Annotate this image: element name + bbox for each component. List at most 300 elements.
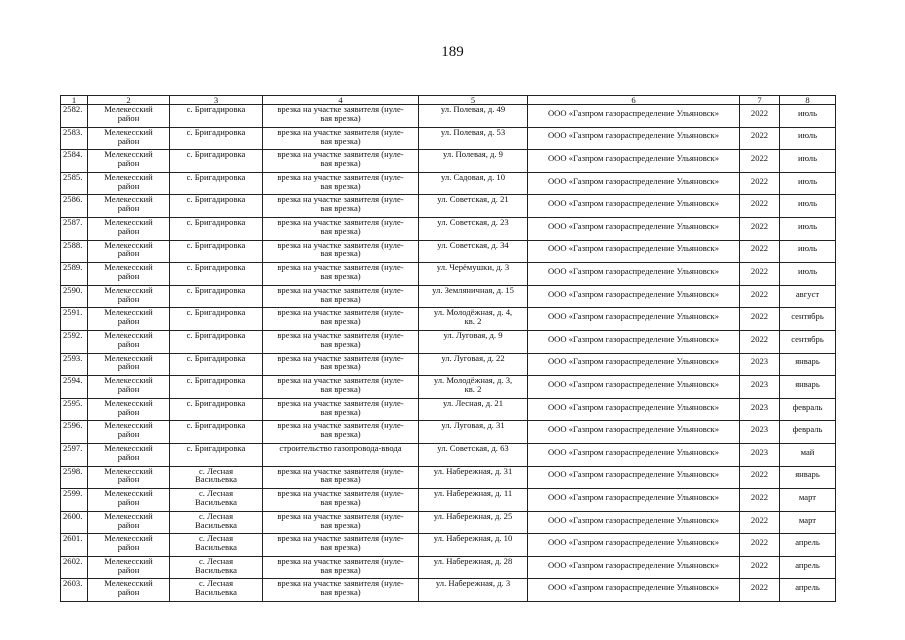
organization-cell: ООО «Газпром газораспределение Ульяновск» <box>528 489 740 512</box>
locality-cell <box>170 150 263 173</box>
district-line: район <box>117 203 140 214</box>
district-line: Мелекесский <box>104 443 153 453</box>
district-line: Мелекесский <box>104 353 153 363</box>
work-line: вая врезка) <box>320 248 361 259</box>
column-header: 5 <box>419 96 528 105</box>
column-header: 1 <box>61 96 88 105</box>
locality-cell <box>170 353 263 376</box>
addres-line: ул. Лесная, д. 21 <box>442 398 504 408</box>
work-line: врезка на участке заявителя (нуле- <box>277 533 404 544</box>
locality-cell <box>170 127 263 150</box>
organization-cell: ООО «Газпром газораспределение Ульяновск» <box>528 376 740 399</box>
district-cell <box>88 127 170 150</box>
locality-line: с. Бригадировка <box>186 172 246 182</box>
district-line: Мелекесский <box>104 127 153 137</box>
organization-cell: ООО «Газпром газораспределение Ульяновск» <box>528 330 740 353</box>
district-cell <box>88 330 170 353</box>
district-line: район <box>117 542 140 553</box>
address-cell <box>419 556 528 579</box>
district-cell <box>88 353 170 376</box>
table-row <box>61 150 836 173</box>
table-row <box>61 105 836 128</box>
addres-line: ул. Полевая, д. 53 <box>440 127 506 137</box>
address-cell <box>419 127 528 150</box>
locality-line: с. Лесная <box>198 488 234 499</box>
page-number: 189 <box>441 44 464 60</box>
locality-line: с. Бригадировка <box>186 443 246 453</box>
address-cell <box>419 195 528 218</box>
district-cell <box>88 466 170 489</box>
work-type-cell <box>263 172 419 195</box>
address-cell <box>419 443 528 466</box>
month-cell: июль <box>780 263 836 286</box>
locality-line: с. Бригадировка <box>186 398 246 408</box>
row-number-cell: 2586. <box>61 195 88 218</box>
work-line: вая врезка) <box>320 203 361 214</box>
locality-cell <box>170 240 263 263</box>
month-cell: февраль <box>780 398 836 421</box>
table-row <box>61 398 836 421</box>
district-line: Мелекесский <box>104 240 153 250</box>
month-cell: июль <box>780 172 836 195</box>
year-cell: 2022 <box>740 466 780 489</box>
work-line: вая врезка) <box>320 112 361 123</box>
organization-cell: ООО «Газпром газораспределение Ульяновск» <box>528 398 740 421</box>
locality-cell <box>170 195 263 218</box>
address-cell <box>419 511 528 534</box>
locality-line: с. Лесная <box>198 511 234 521</box>
locality-line: с. Бригадировка <box>186 104 246 114</box>
month-cell: август <box>780 285 836 308</box>
organization-cell: ООО «Газпром газораспределение Ульяновск» <box>528 443 740 466</box>
month-cell: июль <box>780 105 836 128</box>
district-line: район <box>117 158 140 169</box>
table-row <box>61 376 836 399</box>
address-cell <box>419 466 528 489</box>
district-cell <box>88 263 170 286</box>
addres-line: ул. Земляничная, д. 15 <box>432 285 514 295</box>
work-line: вая врезка) <box>320 497 361 507</box>
district-line: район <box>117 429 140 440</box>
work-line: вая врезка) <box>320 293 361 304</box>
address-cell <box>419 579 528 602</box>
addres-line: ул. Полевая, д. 49 <box>440 104 506 114</box>
district-cell <box>88 579 170 602</box>
row-number-cell: 2583. <box>61 127 88 150</box>
locality-line: с. Бригадировка <box>186 262 246 273</box>
addres-line: ул. Молодёжная, д. 3, <box>433 375 513 386</box>
work-line: врезка на участке заявителя (нуле- <box>277 556 404 566</box>
year-cell: 2022 <box>740 579 780 602</box>
row-number-cell: 2589. <box>61 263 88 286</box>
table-row <box>61 308 836 331</box>
year-cell: 2022 <box>740 285 780 308</box>
work-line: вая врезка) <box>320 225 361 236</box>
locality-line: с. Бригадировка <box>186 353 246 363</box>
organization-cell: ООО «Газпром газораспределение Ульяновск» <box>528 150 740 173</box>
row-number-cell: 2593. <box>61 353 88 376</box>
district-line: район <box>117 338 140 349</box>
district-line: Мелекесский <box>104 217 153 227</box>
organization-cell: ООО «Газпром газораспределение Ульяновск» <box>528 240 740 263</box>
district-line: Мелекесский <box>104 398 153 408</box>
year-cell: 2022 <box>740 308 780 331</box>
locality-line: с. Бригадировка <box>186 330 246 340</box>
organization-cell: ООО «Газпром газораспределение Ульяновск» <box>528 556 740 579</box>
locality-cell <box>170 217 263 240</box>
work-line: врезка на участке заявителя (нуле- <box>277 217 404 227</box>
addres-line: кв. 2 <box>464 384 482 395</box>
work-line: врезка на участке заявителя (нуле- <box>277 353 404 363</box>
work-line: врезка на участке заявителя (нуле- <box>277 149 404 160</box>
organization-cell: ООО «Газпром газораспределение Ульяновск» <box>528 195 740 218</box>
locality-line: с. Бригадировка <box>186 149 246 160</box>
addres-line: ул. Набережная, д. 10 <box>433 533 513 544</box>
table-row <box>61 353 836 376</box>
organization-cell: ООО «Газпром газораспределение Ульяновск» <box>528 105 740 128</box>
district-line: Мелекесский <box>104 285 153 295</box>
district-cell <box>88 421 170 444</box>
gasification-schedule-table <box>60 95 836 602</box>
work-type-cell <box>263 105 419 128</box>
district-cell <box>88 534 170 557</box>
district-line: район <box>117 564 140 575</box>
work-type-cell <box>263 263 419 286</box>
work-type-cell <box>263 489 419 512</box>
row-number-cell: 2594. <box>61 376 88 399</box>
work-line: врезка на участке заявителя (нуле- <box>277 578 404 589</box>
locality-line: с. Бригадировка <box>186 127 246 137</box>
month-cell: январь <box>780 376 836 399</box>
row-number-cell: 2597. <box>61 443 88 466</box>
district-cell <box>88 511 170 534</box>
work-type-cell <box>263 150 419 173</box>
locality-line: с. Бригадировка <box>186 307 246 318</box>
year-cell: 2022 <box>740 556 780 579</box>
month-cell: июль <box>780 195 836 218</box>
organization-cell: ООО «Газпром газораспределение Ульяновск» <box>528 217 740 240</box>
district-line: Мелекесский <box>104 330 153 340</box>
month-cell: март <box>780 511 836 534</box>
work-type-cell <box>263 398 419 421</box>
addres-line: ул. Луговая, д. 9 <box>443 330 503 340</box>
organization-cell: ООО «Газпром газораспределение Ульяновск» <box>528 172 740 195</box>
work-line: вая врезка) <box>320 519 361 530</box>
address-cell <box>419 398 528 421</box>
district-line: Мелекесский <box>104 172 153 182</box>
work-line: вая врезка) <box>320 406 361 417</box>
address-cell <box>419 376 528 399</box>
locality-cell <box>170 511 263 534</box>
row-number-cell: 2598. <box>61 466 88 489</box>
work-line: вая врезка) <box>320 542 361 553</box>
locality-line: с. Бригадировка <box>186 217 246 227</box>
month-cell: апрель <box>780 556 836 579</box>
locality-cell <box>170 330 263 353</box>
addres-line: ул. Советская, д. 63 <box>437 443 509 453</box>
table-row <box>61 240 836 263</box>
district-line: Мелекесский <box>104 488 153 499</box>
work-line: вая врезка) <box>320 316 361 327</box>
year-cell: 2022 <box>740 240 780 263</box>
locality-cell <box>170 534 263 557</box>
column-number-row <box>61 96 836 105</box>
organization-cell: ООО «Газпром газораспределение Ульяновск» <box>528 466 740 489</box>
year-cell: 2022 <box>740 105 780 128</box>
district-line: Мелекесский <box>104 307 153 318</box>
addres-line: ул. Советская, д. 34 <box>437 240 509 250</box>
district-line: Мелекесский <box>104 466 153 476</box>
work-line: врезка на участке заявителя (нуле- <box>277 420 404 431</box>
table-row <box>61 534 836 557</box>
address-cell <box>419 150 528 173</box>
addres-line: ул. Набережная, д. 31 <box>433 466 513 476</box>
district-cell <box>88 217 170 240</box>
work-line: вая врезка) <box>320 564 361 575</box>
table-row <box>61 443 836 466</box>
organization-cell: ООО «Газпром газораспределение Ульяновск» <box>528 263 740 286</box>
district-cell <box>88 195 170 218</box>
district-line: Мелекесский <box>104 375 153 386</box>
column-header: 2 <box>88 96 170 105</box>
address-cell <box>419 330 528 353</box>
addres-line: ул. Набережная, д. 28 <box>433 556 513 566</box>
work-line: вая врезка) <box>320 429 361 440</box>
organization-cell: ООО «Газпром газораспределение Ульяновск» <box>528 127 740 150</box>
district-line: район <box>117 112 140 123</box>
work-line: вая врезка) <box>320 180 361 191</box>
locality-cell <box>170 172 263 195</box>
table-row <box>61 285 836 308</box>
work-line: вая врезка) <box>320 271 361 282</box>
locality-cell <box>170 443 263 466</box>
row-number-cell: 2582. <box>61 105 88 128</box>
work-line: врезка на участке заявителя (нуле- <box>277 511 404 521</box>
month-cell: сентябрь <box>780 330 836 353</box>
row-number-cell: 2599. <box>61 489 88 512</box>
year-cell: 2022 <box>740 330 780 353</box>
table-body <box>61 105 836 602</box>
addres-line: ул. Советская, д. 23 <box>437 217 509 227</box>
address-cell <box>419 217 528 240</box>
table-row <box>61 466 836 489</box>
table-row <box>61 217 836 240</box>
month-cell: июль <box>780 240 836 263</box>
work-line: врезка на участке заявителя (нуле- <box>277 172 404 182</box>
month-cell: апрель <box>780 534 836 557</box>
month-cell: январь <box>780 353 836 376</box>
locality-line: Васильевка <box>195 519 237 530</box>
table-row <box>61 489 836 512</box>
work-line: врезка на участке заявителя (нуле- <box>277 104 404 114</box>
row-number-cell: 2602. <box>61 556 88 579</box>
work-type-cell <box>263 443 419 466</box>
work-type-cell <box>263 534 419 557</box>
month-cell: март <box>780 489 836 512</box>
locality-line: с. Бригадировка <box>186 285 246 295</box>
district-line: Мелекесский <box>104 511 153 521</box>
work-type-cell <box>263 466 419 489</box>
work-type-cell <box>263 330 419 353</box>
month-cell: февраль <box>780 421 836 444</box>
district-line: район <box>117 271 140 282</box>
work-type-cell <box>263 556 419 579</box>
year-cell: 2022 <box>740 127 780 150</box>
row-number-cell: 2595. <box>61 398 88 421</box>
table-row <box>61 330 836 353</box>
district-cell <box>88 376 170 399</box>
district-line: район <box>117 361 140 372</box>
district-cell <box>88 308 170 331</box>
work-type-cell <box>263 421 419 444</box>
address-cell <box>419 308 528 331</box>
table-row <box>61 579 836 602</box>
work-line: вая врезка) <box>320 361 361 372</box>
row-number-cell: 2603. <box>61 579 88 602</box>
addres-line: ул. Набережная, д. 25 <box>433 511 513 521</box>
month-cell: июль <box>780 217 836 240</box>
column-header: 7 <box>740 96 780 105</box>
month-cell: январь <box>780 466 836 489</box>
locality-cell <box>170 308 263 331</box>
work-type-cell <box>263 376 419 399</box>
district-line: район <box>117 474 140 485</box>
work-line: врезка на участке заявителя (нуле- <box>277 285 404 295</box>
district-line: Мелекесский <box>104 556 153 566</box>
address-cell <box>419 105 528 128</box>
column-header: 8 <box>780 96 836 105</box>
work-type-cell <box>263 579 419 602</box>
address-cell <box>419 240 528 263</box>
table-row <box>61 511 836 534</box>
district-line: район <box>117 135 140 146</box>
organization-cell: ООО «Газпром газораспределение Ульяновск» <box>528 534 740 557</box>
organization-cell: ООО «Газпром газораспределение Ульяновск» <box>528 285 740 308</box>
work-type-cell <box>263 240 419 263</box>
organization-cell: ООО «Газпром газораспределение Ульяновск» <box>528 308 740 331</box>
row-number-cell: 2584. <box>61 150 88 173</box>
district-line: Мелекесский <box>104 533 153 544</box>
year-cell: 2023 <box>740 376 780 399</box>
locality-line: Васильевка <box>195 564 237 575</box>
locality-line: с. Лесная <box>198 556 234 566</box>
district-cell <box>88 172 170 195</box>
table-row <box>61 172 836 195</box>
year-cell: 2022 <box>740 489 780 512</box>
organization-cell: ООО «Газпром газораспределение Ульяновск» <box>528 511 740 534</box>
column-header: 4 <box>263 96 419 105</box>
locality-line: Васильевка <box>195 474 237 485</box>
year-cell: 2022 <box>740 511 780 534</box>
district-line: район <box>117 293 140 304</box>
district-cell <box>88 489 170 512</box>
addres-line: ул. Черёмушки, д. 3 <box>436 262 510 273</box>
work-line: врезка на участке заявителя (нуле- <box>277 307 404 318</box>
district-cell <box>88 398 170 421</box>
work-line: вая врезка) <box>320 135 361 146</box>
work-type-cell <box>263 353 419 376</box>
year-cell: 2022 <box>740 150 780 173</box>
year-cell: 2023 <box>740 398 780 421</box>
work-type-cell <box>263 217 419 240</box>
month-cell: июль <box>780 127 836 150</box>
table-row <box>61 556 836 579</box>
locality-line: Васильевка <box>195 497 237 507</box>
work-line: врезка на участке заявителя (нуле- <box>277 466 404 476</box>
work-line: врезка на участке заявителя (нуле- <box>277 127 404 137</box>
locality-line: Васильевка <box>195 587 237 598</box>
work-line: врезка на участке заявителя (нуле- <box>277 330 404 340</box>
row-number-cell: 2601. <box>61 534 88 557</box>
work-line: вая врезка) <box>320 384 361 395</box>
work-line: врезка на участке заявителя (нуле- <box>277 375 404 386</box>
organization-cell: ООО «Газпром газораспределение Ульяновск» <box>528 353 740 376</box>
locality-line: с. Лесная <box>198 578 234 589</box>
locality-cell <box>170 398 263 421</box>
district-cell <box>88 443 170 466</box>
locality-line: с. Лесная <box>198 466 234 476</box>
addres-line: ул. Набережная, д. 3 <box>435 578 511 589</box>
year-cell: 2022 <box>740 217 780 240</box>
work-line: врезка на участке заявителя (нуле- <box>277 262 404 273</box>
locality-line: с. Бригадировка <box>186 194 246 205</box>
district-cell <box>88 150 170 173</box>
work-line: вая врезка) <box>320 338 361 349</box>
year-cell: 2022 <box>740 172 780 195</box>
district-cell <box>88 285 170 308</box>
work-type-cell <box>263 511 419 534</box>
column-header: 6 <box>528 96 740 105</box>
work-line: вая врезка) <box>320 158 361 169</box>
work-type-cell <box>263 308 419 331</box>
locality-cell <box>170 285 263 308</box>
address-cell <box>419 263 528 286</box>
locality-line: с. Лесная <box>198 533 234 544</box>
locality-cell <box>170 376 263 399</box>
row-number-cell: 2587. <box>61 217 88 240</box>
row-number-cell: 2592. <box>61 330 88 353</box>
row-number-cell: 2596. <box>61 421 88 444</box>
year-cell: 2022 <box>740 195 780 218</box>
work-line: вая врезка) <box>320 587 361 598</box>
locality-cell <box>170 489 263 512</box>
locality-line: с. Бригадировка <box>186 420 246 431</box>
work-line: врезка на участке заявителя (нуле- <box>277 240 404 250</box>
locality-cell <box>170 556 263 579</box>
address-cell <box>419 285 528 308</box>
address-cell <box>419 534 528 557</box>
locality-cell <box>170 421 263 444</box>
address-cell <box>419 421 528 444</box>
district-line: Мелекесский <box>104 420 153 431</box>
address-cell <box>419 489 528 512</box>
addres-line: кв. 2 <box>464 316 482 327</box>
year-cell: 2023 <box>740 443 780 466</box>
district-line: район <box>117 248 140 259</box>
district-line: район <box>117 384 140 395</box>
addres-line: ул. Полевая, д. 9 <box>443 149 503 160</box>
table-row <box>61 127 836 150</box>
month-cell: май <box>780 443 836 466</box>
month-cell: июль <box>780 150 836 173</box>
year-cell: 2022 <box>740 263 780 286</box>
year-cell: 2023 <box>740 421 780 444</box>
locality-cell <box>170 579 263 602</box>
district-line: район <box>117 587 140 598</box>
year-cell: 2023 <box>740 353 780 376</box>
district-line: район <box>117 451 140 462</box>
month-cell: апрель <box>780 579 836 602</box>
